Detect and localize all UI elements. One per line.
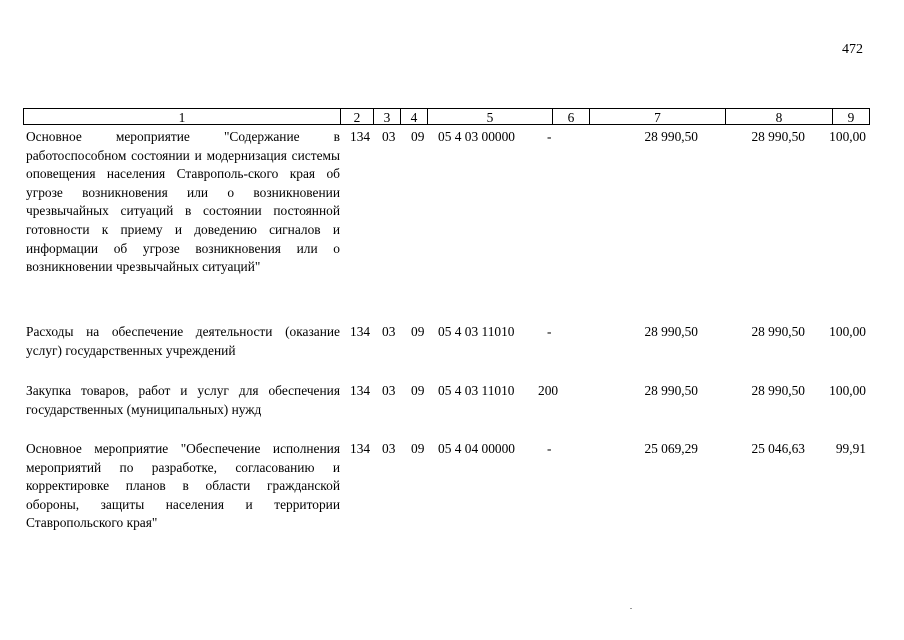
row-description: Закупка товаров, работ и услуг для обеспечения государственных (муниципальных) нужд bbox=[26, 383, 340, 417]
row-col-2: 134 bbox=[350, 441, 371, 456]
header-col-9: 9 bbox=[832, 108, 870, 125]
row-col-5: 05 4 03 00000 bbox=[438, 129, 515, 144]
row-col-4: 09 bbox=[411, 324, 425, 339]
row-col-7: 28 990,50 bbox=[644, 129, 698, 144]
row-col-3: 03 bbox=[382, 324, 396, 339]
row-col-6: - bbox=[547, 129, 552, 144]
row-col-6: - bbox=[547, 324, 552, 339]
row-col-5: 05 4 04 00000 bbox=[438, 441, 515, 456]
row-col-7: 25 069,29 bbox=[644, 441, 698, 456]
header-col-3: 3 bbox=[373, 108, 401, 125]
row-col-5: 05 4 03 11010 bbox=[438, 324, 515, 339]
row-col-3: 03 bbox=[382, 383, 396, 398]
row-col-8: 28 990,50 bbox=[751, 383, 805, 398]
row-description: Основное мероприятие "Содержание в работоспособном состоянии и модернизация системы оповещения населения Ставрополь-ского края об угрозе возникновения или о возникновении чрезвычайных ситуаций в состоянии постоянной готовности к приему и доведению сигналов и информации об угрозе возникновения или о возникновении чрезвычайных ситуаций" bbox=[26, 129, 340, 275]
row-col-8: 25 046,63 bbox=[751, 441, 805, 456]
row-col-4: 09 bbox=[411, 441, 425, 456]
row-col-2: 134 bbox=[350, 129, 371, 144]
row-col-8: 28 990,50 bbox=[751, 129, 805, 144]
row-col-2: 134 bbox=[350, 383, 371, 398]
header-col-8: 8 bbox=[725, 108, 833, 125]
scan-speck bbox=[630, 608, 632, 609]
row-col-4: 09 bbox=[411, 383, 425, 398]
row-col-3: 03 bbox=[382, 129, 396, 144]
row-col-5: 05 4 03 11010 bbox=[438, 383, 515, 398]
row-description: Расходы на обеспечение деятельности (оказание услуг) государственных учреждений bbox=[26, 324, 340, 358]
header-col-6: 6 bbox=[552, 108, 590, 125]
row-col-6: 200 bbox=[538, 383, 559, 398]
row-col-7: 28 990,50 bbox=[644, 324, 698, 339]
row-col-6: - bbox=[547, 441, 552, 456]
row-col-9: 100,00 bbox=[829, 324, 866, 339]
page-number: 472 bbox=[842, 42, 863, 57]
header-col-2: 2 bbox=[340, 108, 374, 125]
row-col-7: 28 990,50 bbox=[644, 383, 698, 398]
row-col-2: 134 bbox=[350, 324, 371, 339]
header-col-4: 4 bbox=[400, 108, 428, 125]
row-col-4: 09 bbox=[411, 129, 425, 144]
header-col-5: 5 bbox=[427, 108, 553, 125]
row-col-9: 100,00 bbox=[829, 383, 866, 398]
row-col-8: 28 990,50 bbox=[751, 324, 805, 339]
row-col-3: 03 bbox=[382, 441, 396, 456]
row-col-9: 100,00 bbox=[829, 129, 866, 144]
row-description: Основное мероприятие "Обеспечение исполнения мероприятий по разработке, согласованию и корректировке планов в области гражданской обороны, защиты населения и территории Ставропольского края" bbox=[26, 441, 340, 531]
table-header-row bbox=[24, 108, 870, 126]
header-col-7: 7 bbox=[589, 108, 726, 125]
row-col-9: 99,91 bbox=[835, 441, 866, 456]
header-col-1: 1 bbox=[23, 108, 341, 125]
